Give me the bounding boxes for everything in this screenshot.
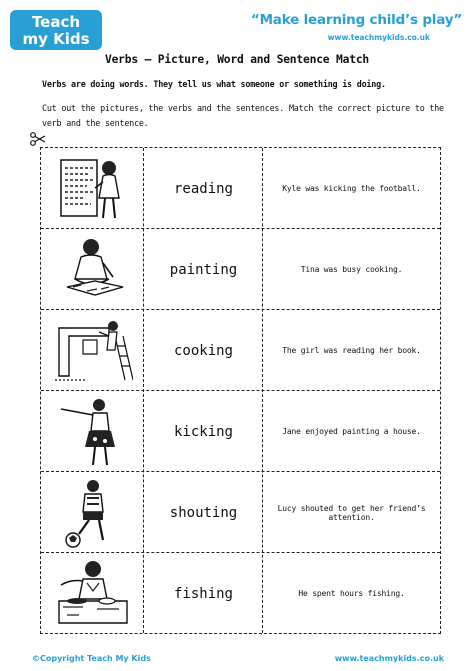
tagline: “Make learning child’s play” [250,12,462,28]
picture-cell [41,148,144,229]
woman-cooking-icon [53,557,133,631]
teach-my-kids-logo [10,10,102,50]
match-row [41,391,439,472]
man-painting-house-icon [53,314,133,388]
footer-site-url[interactable]: www.teachmykids.co.uk [334,654,444,663]
match-row [41,229,439,310]
site-url-top[interactable]: www.teachmykids.co.uk [327,33,430,42]
match-row [41,310,439,391]
sentence: Lucy shouted to get her friend’s attention. [277,503,426,522]
verb-word: shouting [169,504,238,521]
match-row [41,553,439,634]
page-title: Verbs – Picture, Word and Sentence Match [104,53,370,66]
boy-kicking-ball-icon [53,476,133,550]
picture-cell [41,553,144,634]
sentence: The girl was reading her book. [282,346,421,355]
sentence: Kyle was kicking the football. [282,184,421,193]
verb-word: cooking [173,342,233,359]
picture-cell [41,472,144,553]
scissors-icon [30,132,46,146]
match-row [41,472,439,553]
verb-word: painting [169,261,238,278]
picture-cell [41,229,144,310]
verb-word: reading [173,180,233,197]
match-grid [40,147,441,634]
logo-line1: Teach [31,13,81,31]
picture-cell [41,391,144,472]
intro-instructions: Cut out the pictures, the verbs and the sentences. Match the correct picture to the verb and the sentence. [42,103,444,128]
logo-line2: my Kids [22,30,90,48]
sentence: Jane enjoyed painting a house. [282,427,421,436]
verb-word: kicking [173,423,233,440]
footer-copyright: ©Copyright Teach My Kids [32,654,151,663]
sentence: He spent hours fishing. [298,589,405,598]
girl-reading-icon [53,152,133,226]
girl-pointing-icon [53,395,133,469]
picture-cell [41,310,144,391]
match-row [41,148,439,229]
intro-definition: Verbs are doing words. They tell us what someone or something is doing. [42,79,386,89]
sentence: Tina was busy cooking. [300,265,403,274]
girl-painting-icon [53,233,133,307]
verb-word: fishing [173,585,233,602]
